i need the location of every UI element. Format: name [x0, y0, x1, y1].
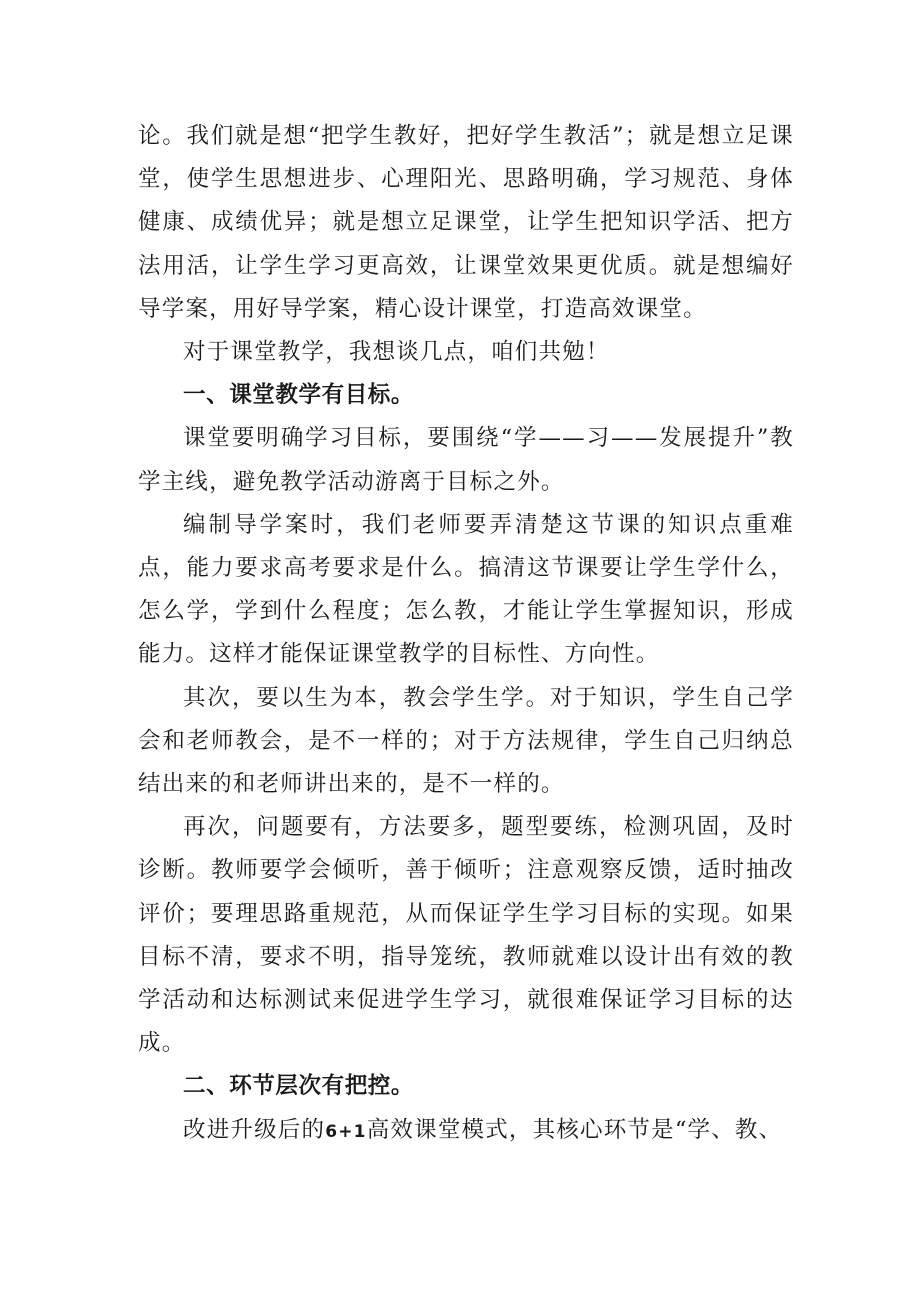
section-heading-1: 一、课堂教学有目标。: [183, 382, 415, 409]
paragraph-lesson-plan: 编制导学案时，我们老师要弄清楚这节课的知识点重难点，能力要求高考要求是什么。搞清这节课要让学生学什么，怎么学，学到什么程度；怎么教，才能让学生掌握知识，形成能力。这样才能保证课堂教学的目标性、方向性。: [138, 511, 794, 668]
paragraph-methods: 再次，问题要有，方法要多，题型要练，检测巩固，及时诊断。教师要学会倾听，善于倾听；注意观察反馈，适时抽改评价；要理思路重规范，从而保证学生学习目标的实现。如果目标不清，要求不明，指导笼统，教师就难以设计出有效的教学活动和达标测试来促进学生学习，就很难保证学习目标的达成。: [138, 814, 794, 1057]
paragraph-student-centered: 其次，要以生为本，教会学生学。对于知识，学生自己学会和老师教会，是不一样的；对于方法规律，学生自己归纳总结出来的和老师讲出来的，是不一样的。: [138, 684, 794, 798]
paragraph-encouragement: 对于课堂教学，我想谈几点，咱们共勉！: [183, 339, 610, 366]
paragraph-intro-continued: 论。我们就是想“把学生教好，把好学生教活”；就是想立足课堂，使学生思想进步、心理阳光、思路明确，学习规范、身体健康、成绩优异；就是想立足课堂，让学生把知识学活、把方法用活，让学生学习更高效，让课堂效果更优质。就是想编好导学案，用好导学案，精心设计课堂，打造高效课堂。: [138, 123, 794, 322]
paragraph-learning-goal: 课堂要明确学习目标，要围绕“学——习——发展提升”教学主线，避免教学活动游离于目标之外。: [138, 425, 794, 495]
model-number: 6+1: [325, 1121, 367, 1142]
document-page: [138, 115, 794, 1154]
paragraph-classroom-model-pre: 改进升级后的: [183, 1116, 326, 1143]
section-heading-2: 二、环节层次有把控。: [183, 1073, 415, 1100]
paragraph-classroom-model-post: 高效课堂模式，其核心环节是“学、教、: [366, 1116, 783, 1143]
paragraph-classroom-model: [138, 1109, 794, 1154]
